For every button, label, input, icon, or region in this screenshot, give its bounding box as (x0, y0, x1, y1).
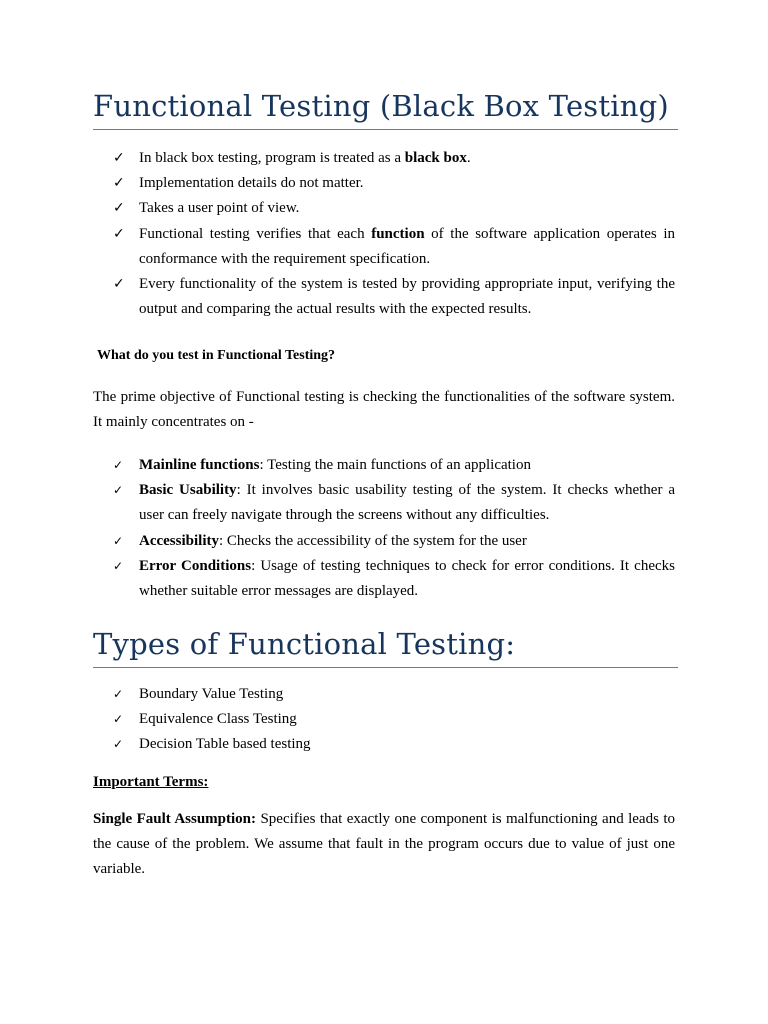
list-item: ✓ Boundary Value Testing (93, 682, 675, 707)
page-title: Functional Testing (Black Box Testing) (93, 89, 669, 123)
list-item: ✓ Basic Usability: It involves basic usability testing of the system. It checks whether a user can freely navigate through the screens without any difficulties. (93, 478, 675, 528)
list-item: ✓ Accessibility: Checks the accessibility of the system for the user (93, 529, 675, 554)
checkmark-icon: ✓ (113, 276, 125, 293)
testing-types-list (93, 682, 675, 758)
black-box-list (93, 146, 675, 322)
list-item: ✓ Implementation details do not matter. (93, 171, 675, 196)
checkmark-icon: ✓ (113, 150, 125, 166)
list-item: ✓ Functional testing verifies that each function of the software application operates in conformance with the requirement specification. (93, 222, 675, 272)
title-underline (93, 129, 678, 130)
checkmark-icon: ✓ (113, 558, 124, 573)
list-item: ✓ In black box testing, program is treated as a black box. (93, 146, 675, 171)
single-fault-paragraph: Single Fault Assumption: Specifies that exactly one component is malfunctioning and leads to the cause of the problem. We assume that fault in the program occurs due to value of just one variable. (93, 811, 675, 878)
intro-paragraph: The prime objective of Functional testing is checking the functionalities of the software system. It mainly concentrates on - (93, 389, 675, 431)
list-item: ✓ Every functionality of the system is tested by providing appropriate input, verifying the output and comparing the actual results with the expected results. (93, 272, 675, 322)
important-terms-heading: Important Terms: (93, 774, 209, 790)
checkmark-icon: ✓ (113, 687, 124, 701)
checkmark-icon: ✓ (113, 225, 125, 242)
checkmark-icon: ✓ (113, 737, 124, 752)
checkmark-icon: ✓ (113, 175, 125, 192)
section-subheading: What do you test in Functional Testing? (97, 348, 336, 363)
checkmark-icon: ✓ (113, 712, 124, 727)
list-item: ✓ Decision Table based testing (93, 732, 675, 757)
checkmark-icon: ✓ (113, 458, 124, 472)
checkmark-icon: ✓ (113, 533, 124, 548)
focus-areas-list (93, 453, 675, 604)
list-item: ✓ Error Conditions: Usage of testing techniques to check for error conditions. It checks whether suitable error messages are displayed. (93, 554, 675, 604)
section-underline (93, 667, 678, 668)
list-item: ✓ Mainline functions: Testing the main functions of an application (93, 453, 675, 478)
list-item: ✓ Equivalence Class Testing (93, 707, 675, 732)
checkmark-icon: ✓ (113, 483, 124, 498)
list-item: ✓ Takes a user point of view. (93, 196, 675, 221)
checkmark-icon: ✓ (113, 200, 125, 217)
section-heading: Types of Functional Testing: (93, 627, 516, 661)
